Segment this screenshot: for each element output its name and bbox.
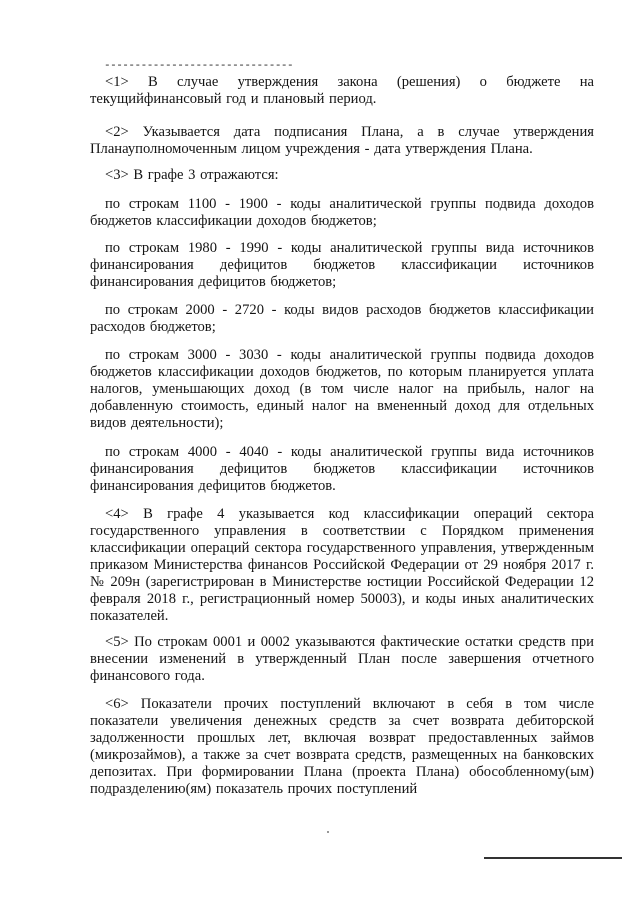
footnote-1-text: <1> В случае утверждения закона (решения) о бюджете на текущийфинансовый год и плановый период. (90, 74, 594, 107)
footnote-6 (90, 696, 594, 798)
footnote-3-intro-text: <3> В графе 3 отражаются: (105, 167, 279, 183)
footnote-3-item-2 (90, 240, 594, 291)
footnote-3-item-4 (90, 347, 594, 432)
footnote-3-item-1 (90, 196, 594, 230)
footnote-3-item-5 (90, 444, 594, 495)
footnote-3-item-3 (90, 302, 594, 336)
footnote-3-item-text: по строкам 2000 - 2720 - коды видов расходов бюджетов классификации расходов бюджетов; (90, 302, 594, 335)
footnote-3-item-text: по строкам 1980 - 1990 - коды аналитической группы вида источников финансирования дефицитов бюджетов классификации источников финансирования дефицитов бюджетов; (90, 240, 594, 290)
footnote-2 (90, 124, 594, 158)
footnote-6-text: <6> Показатели прочих поступлений включают в себя в том числе показатели увеличения денежных средств за счет возврата дебиторской задолженности прошлых лет, включая возврат предоставленных займов (микрозаймов), а также за счет возврата средств, размещенных на банковских депозитах. При формировании Плана (проекта Плана) обособленному(ым) подразделению(ям) показатель прочих поступлений (90, 696, 594, 797)
scan-speck (327, 831, 329, 833)
footnote-3-item-text: по строкам 3000 - 3030 - коды аналитической группы подвида доходов бюджетов классификации доходов бюджетов, по которым планируется уплата налогов, уменьшающих доход (в том числе налог на прибыль, налог на добавленную стоимость, единый налог на вмененный доход для отдельных видов деятельности); (90, 347, 594, 431)
footnote-1 (90, 74, 594, 108)
footnote-3-item-text: по строкам 1100 - 1900 - коды аналитической группы подвида доходов бюджетов классификации доходов бюджетов; (90, 196, 594, 229)
footnote-separator: ------------------------------- (104, 60, 294, 72)
footnote-5-text: <5> По строкам 0001 и 0002 указываются фактические остатки средств при внесении изменений в утвержденный План после завершения отчетного финансового года. (90, 634, 594, 684)
footnote-5 (90, 634, 594, 685)
footnote-3-intro (90, 167, 594, 184)
bottom-rule (484, 857, 622, 859)
footnote-4-text: <4> В графе 4 указывается код классификации операций сектора государственного управления в соответствии с Порядком применения классификации операций сектора государственного управления, утвержденным приказом Министерства финансов Российской Федерации от 29 ноября 2017 г. № 209н (зарегистрирован в Министерстве юстиции Российской Федерации 12 февраля 2018 г., регистрационный номер 50003), и коды иных аналитических показателей. (90, 506, 594, 624)
footnote-3-item-text: по строкам 4000 - 4040 - коды аналитической группы вида источников финансирования дефицитов бюджетов классификации источников финансирования дефицитов бюджетов. (90, 444, 594, 494)
footnote-2-text: <2> Указывается дата подписания Плана, а в случае утверждения Планауполномоченным лицом учреждения - дата утверждения Плана. (90, 124, 594, 157)
footnote-4 (90, 506, 594, 625)
